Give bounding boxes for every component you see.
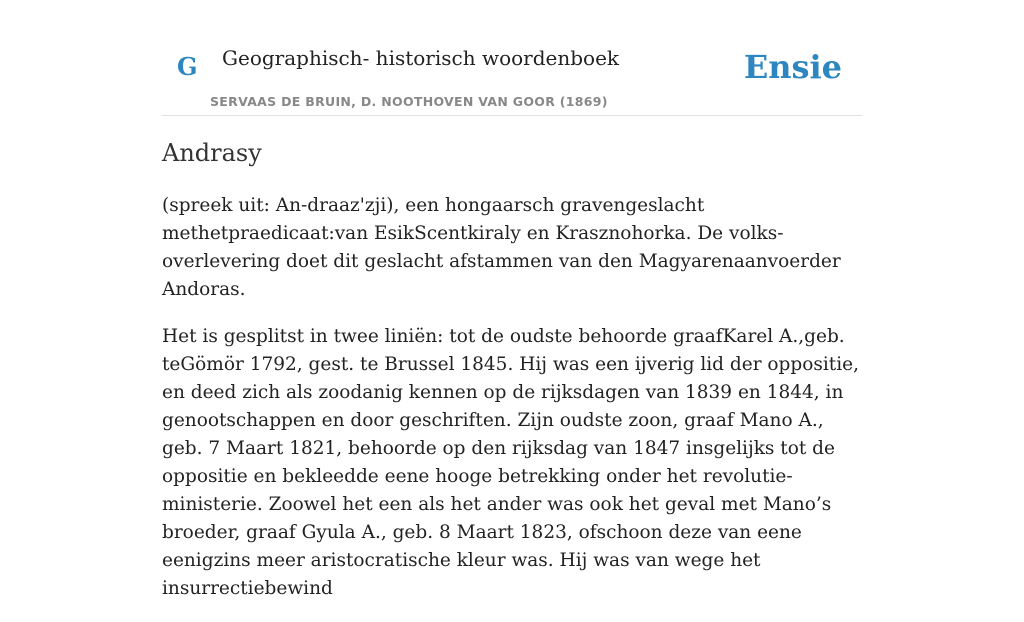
entry-title: Andrasy	[162, 139, 262, 167]
entry-paragraph: (spreek uit: An-draaz'zji), een hongaarsch gravengeslacht methetpraedicaat:van EsikScentkiraly en Krasznohorka. De volks-overlevering doet dit geslacht afstammen van den Magyarenaanvoerder Andoras.	[162, 195, 841, 300]
book-meta: SERVAAS DE BRUIN, D. NOOTHOVEN VAN GOOR (1869)	[210, 94, 608, 109]
header	[162, 0, 862, 116]
entry-paragraph: Het is gesplitst in twee liniën: tot de oudste behoorde graafKarel A.,geb. teGömör 1792, gest. te Brussel 1845. Hij was een ijverig lid der oppositie, en deed zich als zoodanig kennen op de rijksdagen van 1839 en 1844, in genootschappen en door geschriften. Zijn oudste zoon, graaf Mano A., geb. 7 Maart 1821, behoorde op den rijksdag van 1847 insgelijks tot de oppositie en bekleedde eene hooge betrekking onder het revolutie-ministerie. Zoowel het een als het ander was ook het geval met Mano’s broeder, graaf Gyula A., geb. 8 Maart 1823, ofschoon deze van eene eenigzins meer aristocratische kleur was. Hij was van wege het insurrectiebewind	[162, 326, 859, 599]
page-container	[162, 0, 862, 599]
entry-body	[162, 192, 862, 622]
book-title[interactable]: Geographisch- historisch woordenboek	[222, 46, 620, 70]
book-logo[interactable]: G	[177, 52, 198, 81]
brand-logo[interactable]: Ensie	[743, 48, 842, 86]
